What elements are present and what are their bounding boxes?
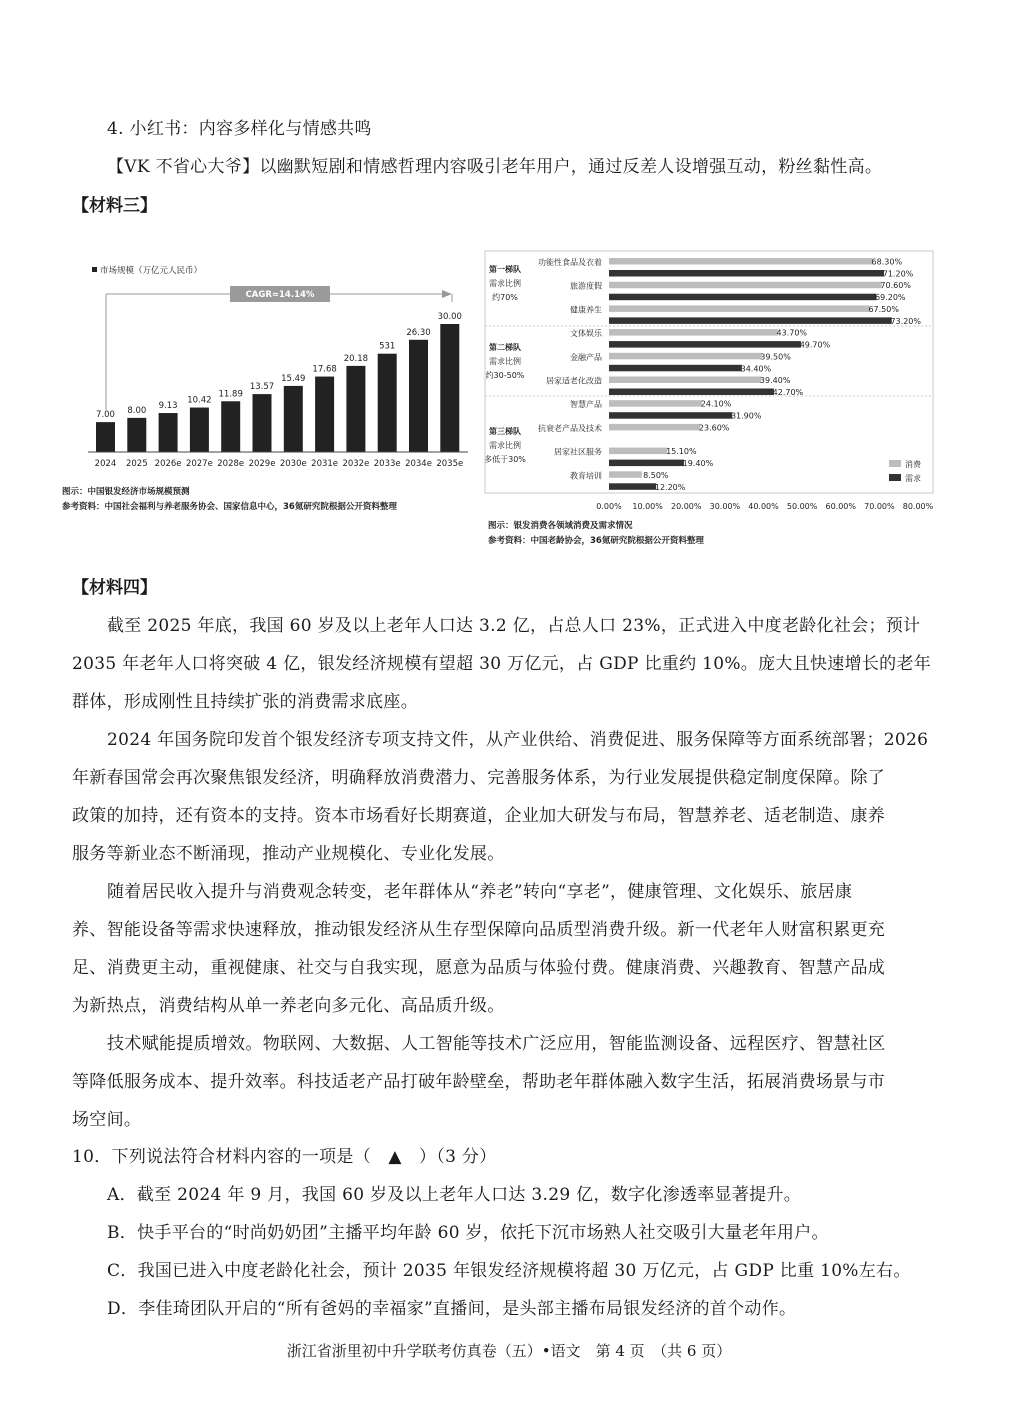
category-label: 2028e [217, 459, 245, 469]
x-tick-label: 20.00% [670, 502, 702, 511]
tier-desc: 需求比例 [489, 279, 521, 288]
chart-caption: 图示：中国银发经济市场规模预测 [62, 487, 190, 497]
category-label: 文体娱乐 [570, 329, 602, 339]
bar [190, 408, 209, 452]
value-label: 9.13 [158, 401, 178, 412]
paragraph-line: 政策的加持，还有资本的支持。资本市场看好长期赛道，企业加大研发与布局，智慧养老、适老制造、康养 [72, 806, 886, 826]
value-label: 43.70% [776, 328, 808, 338]
value-label: 11.89 [218, 389, 243, 400]
consumption-bar [609, 448, 667, 455]
category-label: 健康养生 [570, 305, 602, 315]
value-label: 31.90% [730, 411, 762, 421]
tier-name: 第二梯队 [489, 343, 521, 352]
x-tick-label: 30.00% [709, 502, 741, 511]
consumption-bar [609, 400, 702, 407]
value-label: 42.70% [772, 388, 804, 397]
value-label: 34.40% [740, 364, 772, 374]
bar [409, 340, 428, 452]
paragraph-line: 群体，形成刚性且持续扩张的消费需求底座。 [72, 692, 418, 712]
value-label: 15.10% [666, 447, 697, 457]
legend-entry: 消费 [905, 460, 921, 469]
consumption-bar [609, 282, 882, 289]
legend-entry: 需求 [905, 474, 921, 483]
bar [127, 418, 146, 452]
value-label: 17.68 [312, 364, 337, 375]
paragraph-line: 2035 年老年人口将突破 4 亿，银发经济规模有望超 30 万亿元，占 GDP 比重约 10%。庞大且快速增长的老年 [72, 654, 932, 674]
category-label: 旅游度假 [570, 281, 602, 291]
paragraph-line: 等降低服务成本、提升效率。科技适老产品打破年龄壁垒，帮助老年群体融入数字生活，拓展消费场景与市 [72, 1072, 886, 1092]
section-text: 【VK 不省心大爷】以幽默短剧和情感哲理内容吸引老年用户，通过反差人设增强互动，粉丝黏性高。 [107, 157, 883, 177]
category-label: 2034e [405, 459, 432, 469]
tier-name: 第三梯队 [489, 427, 521, 436]
value-label: 73.20% [890, 316, 921, 326]
tier-desc: 需求比例 [489, 441, 521, 450]
value-label: 49.70% [799, 340, 831, 350]
paragraph-line: 养、智能设备等需求快速释放，推动银发经济从生存型保障向品质型消费升级。新一代老年人财富积累更充 [72, 920, 886, 940]
consumption-bar [609, 305, 870, 312]
chart-source: 参考资料：中国老龄协会，36氪研究院根据公开资料整理 [488, 536, 704, 546]
value-label: 15.49 [281, 373, 306, 384]
category-label: 2027e [185, 459, 213, 469]
paragraph-line: 场空间。 [72, 1110, 142, 1130]
category-label: 居家适老化改造 [546, 376, 602, 386]
bar [346, 366, 365, 452]
paragraph-line: 技术赋能提质增效。物联网、大数据、人工智能等技术广泛应用，智能监测设备、远程医疗、智慧社区 [107, 1034, 886, 1054]
option-c[interactable]: C．我国已进入中度老龄化社会，预计 2035 年银发经济规模将超 30 万亿元，占 GDP 比重 10%左右。 [107, 1261, 911, 1281]
value-label: 39.50% [760, 352, 791, 362]
value-label: 39.40% [759, 376, 791, 385]
chart-legend: 市场规模（万亿元人民币） [100, 266, 203, 276]
paragraph-line: 截至 2025 年底，我国 60 岁及以上老年人口达 3.2 亿，占总人口 23%，正式进入中度老龄化社会；预计 [107, 616, 921, 636]
option-a[interactable]: A．截至 2024 年 9 月，我国 60 岁及以上老年人口达 3.29 亿，数字化渗透率显著提升。 [107, 1185, 802, 1205]
category-label: 2030e [279, 459, 307, 469]
demand-bar [609, 365, 742, 372]
option-d[interactable]: D．李佳琦团队开启的“所有爸妈的幸福家”直播间，是头部主播布局银发经济的首个动作。 [107, 1299, 797, 1319]
value-label: 69.20% [875, 293, 906, 303]
consumption-bar [609, 471, 642, 478]
consumption-bar [609, 258, 873, 265]
x-tick-label: 80.00% [902, 502, 934, 511]
tier-desc: 需求比例 [489, 357, 521, 366]
value-label: 67.50% [868, 304, 899, 314]
value-label: 10.42 [187, 395, 212, 406]
value-label: 13.57 [249, 382, 275, 393]
consumption-bar [609, 329, 778, 336]
bar [440, 324, 459, 452]
material3-heading: 【材料三】 [72, 196, 157, 216]
consumption-bar [609, 424, 700, 431]
consumption-bar [609, 377, 761, 384]
value-label: 20.18 [343, 353, 369, 364]
paragraph-line: 足、消费更主动，重视健康、社交与自我实现，愿意为品质与体验付费。健康消费、兴趣教育、智慧产品成 [72, 958, 886, 978]
category-label: 2033e [373, 459, 401, 469]
category-label: 居家社区服务 [554, 447, 602, 457]
category-label: 功能性食品及衣着 [538, 258, 602, 267]
section-title: 4. 小红书：内容多样化与情感共鸣 [107, 119, 372, 139]
category-label: 金融产品 [570, 352, 602, 362]
tier-desc: 多低于30% [484, 455, 526, 464]
value-label: 24.10% [700, 399, 732, 409]
bar [315, 377, 334, 452]
category-label: 2025 [125, 459, 148, 469]
consumption-demand-chart [485, 248, 945, 548]
demand-bar [609, 270, 884, 277]
bar [284, 386, 303, 452]
market-size-chart [62, 250, 480, 520]
value-label: 8.00 [127, 405, 147, 416]
value-label: 30.00 [437, 312, 462, 322]
cagr-label: CAGR≈14.14% [245, 290, 315, 300]
tier-desc: 约70% [492, 293, 518, 302]
category-label: 智慧产品 [570, 400, 602, 410]
legend-swatch [889, 460, 901, 467]
value-label: 7.00 [96, 410, 115, 421]
tier-desc: 约30-50% [485, 371, 525, 380]
demand-bar [609, 460, 684, 467]
value-label: 19.40% [682, 459, 714, 469]
x-tick-label: 10.00% [632, 502, 663, 511]
paragraph-line: 2024 年国务院印发首个银发经济专项支持文件，从产业供给、消费促进、服务保障等方面系统部署；2026 [107, 730, 929, 750]
paragraph-line: 随着居民收入提升与消费观念转变，老年群体从“养老”转向“享老”，健康管理、文化娱乐、旅居康 [107, 882, 853, 902]
bar [253, 394, 272, 452]
category-label: 教育培训 [570, 471, 602, 481]
category-label: 2035e [436, 459, 464, 469]
bar [96, 422, 115, 452]
paragraph-line: 为新热点，消费结构从单一养老向多元化、高品质升级。 [72, 996, 505, 1016]
consumption-bar [609, 353, 762, 360]
demand-bar [609, 412, 732, 419]
page-footer: 浙江省浙里初中升学联考仿真卷（五）•语文 第 4 页 （共 6 页） [286, 1342, 732, 1360]
paragraph-line: 年新春国常会再次聚焦银发经济，明确释放消费潜力、完善服务体系，为行业发展提供稳定制度保障。除了 [72, 768, 886, 788]
value-label: 68.30% [871, 257, 903, 267]
value-label: 12.20% [654, 482, 686, 492]
cagr-annotation [106, 286, 452, 410]
material4-heading: 【材料四】 [72, 578, 157, 598]
category-label: 2029e [248, 459, 276, 469]
value-label: 26.30 [406, 327, 431, 338]
chart-caption: 图示：银发消费各领域消费及需求情况 [488, 521, 633, 531]
category-label: 2026e [154, 459, 182, 469]
bar [159, 413, 178, 452]
demand-bar [609, 317, 892, 324]
legend-swatch [92, 267, 97, 272]
value-label: 531 [379, 341, 396, 352]
demand-bar [609, 341, 801, 348]
bar [378, 354, 397, 452]
x-tick-label: 50.00% [786, 502, 818, 511]
x-tick-label: 70.00% [864, 502, 895, 511]
value-label: 23.60% [698, 423, 730, 433]
x-tick-label: 0.00% [596, 502, 622, 511]
legend-swatch [889, 474, 901, 481]
category-label: 2032e [342, 459, 370, 469]
value-label: 71.20% [882, 269, 914, 279]
bar [221, 401, 240, 452]
category-label: 2031e [311, 459, 339, 469]
demand-bar [609, 389, 774, 396]
x-tick-label: 40.00% [748, 502, 779, 511]
category-label: 2024 [94, 459, 117, 469]
value-label: 8.50% [643, 470, 669, 480]
question-stem: 10．下列说法符合材料内容的一项是（ ▲ ）（3 分） [72, 1147, 497, 1167]
x-tick-label: 60.00% [825, 502, 857, 511]
chart-source: 参考资料：中国社会福利与养老服务协会、国家信息中心，36氪研究院根据公开资料整理 [62, 502, 397, 512]
demand-bar [609, 294, 876, 301]
value-label: 70.60% [880, 281, 911, 291]
category-label: 抗衰老产品及技术 [538, 423, 602, 433]
paragraph-line: 服务等新业态不断涌现，推动产业规模化、专业化发展。 [72, 844, 505, 864]
option-b[interactable]: B．快手平台的“时尚奶奶团”主播平均年龄 60 岁，依托下沉市场熟人社交吸引大量老年用户。 [107, 1223, 829, 1243]
demand-bar [609, 483, 656, 490]
tier-name: 第一梯队 [489, 265, 521, 274]
